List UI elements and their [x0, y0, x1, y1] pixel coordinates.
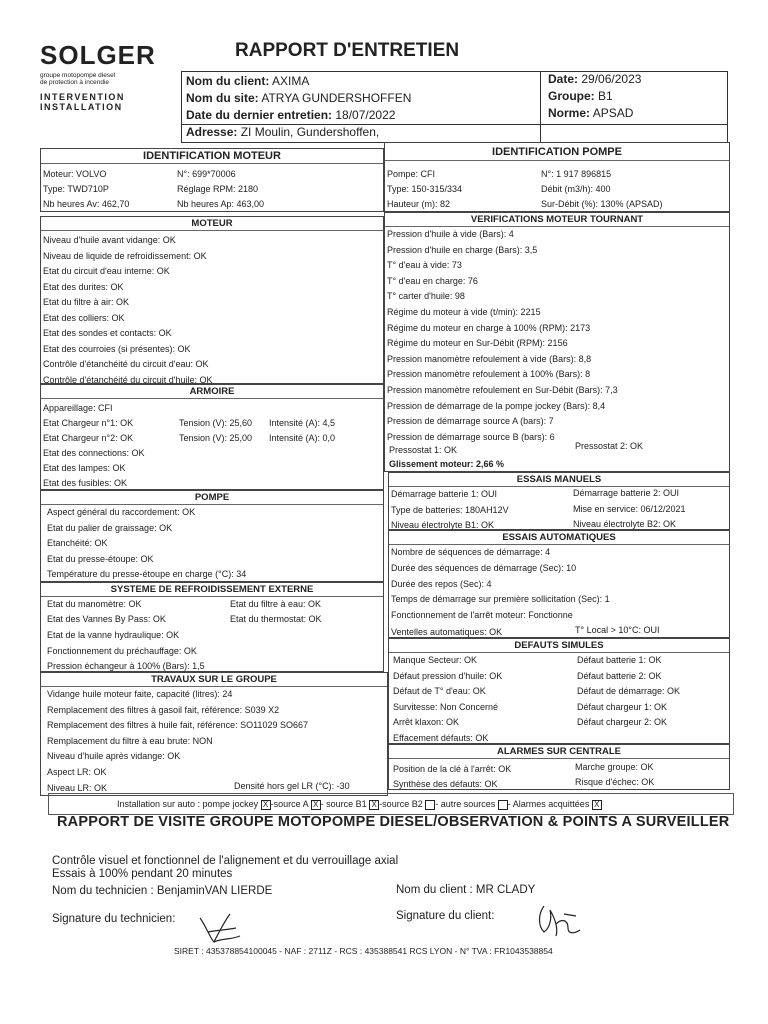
- travaux-item: Remplacement des filtres à gasoil fait, référence: S039 X2: [47, 704, 280, 715]
- company-logo: [40, 42, 160, 112]
- header-box: [181, 71, 728, 143]
- observation-1: Contrôle visuel et fonctionnel de l'alignement et du verrouillage axial: [52, 855, 399, 867]
- logo-tag2: INSTALLATION: [40, 102, 123, 112]
- pompe-item: Température du presse-étoupe en charge (°C): 34: [47, 569, 247, 579]
- lr-density: Densité hors gel LR (°C): -30: [234, 781, 350, 791]
- fault-synthesis: Synthèse des défauts: OK: [393, 779, 498, 789]
- moteur-title: MOTEUR: [41, 217, 383, 231]
- moteur-item: Etat du filtre à air: OK: [43, 297, 130, 307]
- moteur-item: Niveau d'huile avant vidange: OK: [43, 235, 176, 245]
- technician-line: [52, 885, 272, 897]
- auto-item: Temps de démarrage sur première sollicitation (Sec): 1: [391, 594, 610, 605]
- lamps-state: Etat des lampes: OK: [43, 463, 126, 473]
- client-line: [396, 884, 535, 896]
- charger1-voltage: Tension (V): 25,60: [179, 418, 253, 428]
- travaux-item: Niveau d'huile après vidange: OK: [47, 751, 181, 761]
- client-signature-label: Signature du client:: [396, 910, 495, 922]
- preheating-state: Fonctionnement du préchauffage: OK: [47, 646, 197, 656]
- running-checks-section: [384, 212, 730, 472]
- running-checks-title: VERIFICATIONS MOTEUR TOURNANT: [385, 213, 729, 227]
- motor-rpm: Réglage RPM: 2180: [177, 184, 259, 194]
- pump-serial: N°: 1 917 896815: [541, 169, 612, 179]
- technician-label: Nom du technicien :: [52, 885, 154, 897]
- alarms-ack-checkbox[interactable]: X: [592, 800, 602, 810]
- logo-sub2: de protection à incendie: [40, 79, 110, 86]
- client-label: Nom du client:: [186, 74, 270, 88]
- simulated-fault-item: Défaut de T° d'eau: OK: [393, 686, 486, 696]
- logo-name: SOLGER: [40, 40, 156, 70]
- verif-item: Pression manomètre refoulement en Sur-Débit (Bars): 7,3: [387, 385, 618, 395]
- report-title: RAPPORT D'ENTRETIEN: [235, 40, 460, 61]
- manual-tests-title: ESSAIS MANUELS: [389, 473, 729, 487]
- auto-item: Fonctionnement de l'arrêt moteur: Fonctionne: [391, 610, 573, 621]
- travaux-item: Vidange huile moteur faite, capacité (litres): 24: [47, 689, 233, 699]
- moteur-item: Etat des durites: OK: [43, 281, 124, 292]
- auto-item: Durée des repos (Sec): 4: [391, 578, 492, 589]
- fuses-state: Etat des fusibles: OK: [43, 478, 128, 488]
- simulated-fault-item: Survitesse: Non Concerné: [393, 701, 499, 712]
- client-name: MR CLADY: [475, 884, 536, 896]
- address-value: ZI Moulin, Gundershoffen,: [240, 125, 380, 139]
- technician-name: BenjaminVAN LIERDE: [156, 885, 273, 897]
- charger1-state: Etat Chargeur n°1: OK: [43, 418, 134, 428]
- verif-item: Régime du moteur à vide (t/min): 2215: [387, 307, 541, 317]
- visit-report-title: RAPPORT DE VISITE GROUPE MOTOPOMPE DIESEL/OBSERVATION & POINTS A SURVEILLER: [57, 814, 730, 830]
- motor-slip: Glissement moteur: 2,66 %: [389, 459, 505, 469]
- motor-serial: N°: 699*70006: [177, 169, 236, 179]
- room-temperature: T° Local > 10°C: OUI: [575, 625, 660, 635]
- last-service-value: 18/07/2022: [335, 108, 396, 122]
- bypass-valves-state: Etat des Vannes By Pass: OK: [47, 614, 166, 624]
- manual-tests-section: [388, 472, 730, 530]
- installation-text: [117, 799, 602, 810]
- cooling-section: [40, 582, 384, 672]
- pump-height: Hauteur (m): 82: [387, 199, 451, 209]
- simulated-fault-item: Défaut de démarrage: OK: [577, 686, 681, 696]
- charger2-state: Etat Chargeur n°2: OK: [43, 433, 134, 443]
- other-sources-checkbox[interactable]: [498, 800, 508, 810]
- norm-value: APSAD: [592, 106, 634, 120]
- logo-tag1: INTERVENTION: [40, 92, 125, 102]
- verif-item: Pression de démarrage source B (bars): 6: [387, 431, 555, 442]
- auto-item: Nombre de séquences de démarrage: 4: [391, 547, 551, 557]
- address-label: Adresse:: [186, 125, 238, 139]
- simulated-fault-item: Défaut chargeur 2: OK: [577, 717, 668, 727]
- norm-label: Norme:: [548, 106, 591, 120]
- motor-type: Type: TWD710P: [43, 184, 109, 194]
- auto-louvres: Ventelles automatiques: OK: [391, 627, 503, 637]
- exchanger-pressure: Pression échangeur à 100% (Bars): 1,5: [47, 661, 205, 671]
- verif-item: Pression manomètre refoulement à 100% (Bars): 8: [387, 369, 591, 380]
- verif-item: T° d'eau en charge: 76: [387, 275, 478, 286]
- lr-level: Niveau LR: OK: [47, 783, 108, 793]
- motor-brand: Moteur: VOLVO: [43, 169, 107, 179]
- verif-item: Pression de démarrage de la pompe jockey (Bars): 8,4: [387, 400, 606, 411]
- source-a-label: -source A: [270, 799, 309, 809]
- works-title: TRAVAUX SUR LE GROUPE: [41, 673, 387, 687]
- pump-flow: Débit (m3/h): 400: [541, 184, 611, 194]
- thermostat-state: Etat du thermostat: OK: [230, 614, 322, 624]
- moteur-item: Niveau de liquide de refroidissement: OK: [43, 250, 207, 261]
- verif-item: Régime du moteur en charge à 100% (RPM): 2173: [387, 322, 591, 333]
- group-value: B1: [598, 89, 613, 103]
- pompe-item: Etat du palier de graissage: OK: [47, 522, 173, 533]
- simulated-fault-item: Défaut chargeur 1: OK: [577, 701, 668, 712]
- charger2-voltage: Tension (V): 25,00: [179, 433, 253, 443]
- moteur-item: Etat des colliers: OK: [43, 312, 125, 323]
- pompe-title: POMPE: [41, 491, 383, 505]
- connections-state: Etat des connections: OK: [43, 448, 145, 458]
- client-name-label: Nom du client :: [396, 884, 473, 896]
- charger2-current: Intensité (A): 0,0: [269, 433, 336, 443]
- simulated-faults-section: [388, 638, 730, 744]
- alarms-title: ALARMES SUR CENTRALE: [389, 745, 729, 759]
- simulated-faults-title: DEFAUTS SIMULES: [389, 639, 729, 653]
- observation-2: Essais à 100% pendant 20 minutes: [52, 868, 233, 880]
- pompe-item: Etanchéité: OK: [47, 538, 108, 548]
- jockey-checkbox[interactable]: X: [261, 800, 271, 810]
- pressostat-1: Pressostat 1: OK: [389, 445, 458, 455]
- armoire-section: [40, 384, 384, 490]
- simulated-fault-item: Arrêt klaxon: OK: [393, 717, 460, 727]
- auto-tests-title: ESSAIS AUTOMATIQUES: [389, 531, 729, 545]
- client-value: AXIMA: [272, 74, 310, 88]
- travaux-item: Remplacement des filtres à huile fait, référence: SO11029 SO667: [47, 720, 308, 730]
- installation-line: [48, 793, 734, 815]
- last-service-label: Date du dernier entretien:: [186, 108, 333, 122]
- battery2-start: Démarrage batterie 2: OUI: [573, 488, 680, 498]
- simulated-fault-item: Défaut pression d'huile: OK: [393, 670, 503, 681]
- verif-item: Pression de démarrage source A (bars): 7: [387, 416, 554, 427]
- gauge-state: Etat du manomètre: OK: [47, 599, 142, 609]
- moteur-item: Contrôle d'étanchéité du circuit d'huile: OK: [43, 374, 213, 385]
- verif-item: Régime du moteur en Sur-Débit (RPM): 2156: [387, 338, 568, 349]
- site-value: ATRYA GUNDERSHOFFEN: [261, 91, 412, 105]
- hydraulic-valve-state: Etat de la vanne hydraulique: OK: [47, 630, 180, 640]
- group-running: Marche groupe: OK: [575, 762, 654, 772]
- alarms-ack-label: - Alarmes acquittées: [507, 799, 590, 809]
- moteur-item: Contrôle d'étanchéité du circuit d'eau: OK: [43, 359, 209, 369]
- pump-overflow: Sur-Débit (%): 130% (APSAD): [541, 199, 663, 209]
- pompe-section: [40, 490, 384, 582]
- pompe-item: Etat du presse-étoupe: OK: [47, 553, 154, 564]
- date-label: Date:: [548, 72, 579, 86]
- failure-risk: Risque d'échec: OK: [575, 777, 655, 787]
- observations: [52, 855, 398, 881]
- pressostat-2: Pressostat 2: OK: [575, 441, 644, 451]
- verif-item: Pression d'huile à vide (Bars): 4: [387, 229, 514, 239]
- battery-type: Type de batteries: 180AH12V: [391, 505, 509, 515]
- simulated-fault-item: Défaut batterie 2: OK: [577, 670, 662, 681]
- verif-item: Pression d'huile en charge (Bars): 3,5: [387, 244, 538, 255]
- electrolyte-b1: Niveau électrolyte B1: OK: [391, 520, 495, 530]
- works-section: [40, 672, 388, 796]
- pump-brand: Pompe: CFI: [387, 169, 436, 179]
- charger1-current: Intensité (A): 4,5: [269, 418, 336, 428]
- travaux-item: Aspect LR: OK: [47, 766, 107, 777]
- verif-item: T° carter d'huile: 98: [387, 291, 465, 302]
- cooling-title: SYSTEME DE REFROIDISSEMENT EXTERNE: [41, 583, 383, 597]
- hours-after: Nb heures Ap: 463,00: [177, 199, 265, 209]
- legal-footer: SIRET : 435378854100045 - NAF : 2711Z - RCS : 435388541 RCS LYON - N° TVA : FR1043538854: [174, 946, 553, 956]
- source-b2-checkbox[interactable]: [425, 800, 435, 810]
- hours-before: Nb heures Av: 462,70: [43, 199, 130, 209]
- pump-id-section: [384, 142, 730, 212]
- moteur-item: Etat du circuit d'eau interne: OK: [43, 266, 170, 276]
- simulated-fault-item: Défaut batterie 1: OK: [577, 655, 662, 665]
- moteur-section: [40, 216, 384, 384]
- motor-id-title: IDENTIFICATION MOTEUR: [41, 149, 383, 164]
- client-signature: [534, 900, 584, 940]
- moteur-item: Etat des sondes et contacts: OK: [43, 328, 172, 338]
- simulated-fault-item: Manque Secteur: OK: [393, 655, 478, 665]
- verif-item: Pression manomètre refoulement à vide (Bars): 8,8: [387, 353, 592, 364]
- installation-label: Installation sur auto : pompe jockey: [117, 799, 259, 809]
- armoire-title: ARMOIRE: [41, 385, 383, 399]
- pump-id-title: IDENTIFICATION POMPE: [385, 143, 729, 161]
- commissioning-date: Mise en service: 06/12/2021: [573, 504, 686, 514]
- pompe-item: Aspect général du raccordement: OK: [47, 507, 196, 517]
- auto-tests-section: [388, 530, 730, 638]
- alarms-section: [388, 744, 730, 790]
- source-b2-label: -source B2: [379, 799, 423, 809]
- pump-type: Type: 150-315/334: [387, 184, 463, 194]
- moteur-item: Etat des courroies (si présentes): OK: [43, 343, 191, 354]
- travaux-item: Remplacement du filtre à eau brute: NON: [47, 735, 213, 746]
- battery1-start: Démarrage batterie 1: OUI: [391, 489, 498, 499]
- technician-signature-label: Signature du technicien:: [52, 913, 176, 925]
- verif-item: T° d'eau à vide: 73: [387, 260, 462, 271]
- group-label: Groupe:: [548, 89, 595, 103]
- date-value: 29/06/2023: [581, 72, 642, 86]
- source-a-checkbox[interactable]: X: [311, 800, 321, 810]
- key-position: Position de la clé à l'arrêt: OK: [393, 764, 512, 774]
- simulated-fault-item: Effacement défauts: OK: [393, 732, 489, 743]
- armoire-appareillage: Appareillage: CFI: [43, 403, 113, 413]
- logo-sub1: groupe motopompe diesel: [40, 72, 116, 79]
- other-sources-label: - autre sources: [435, 799, 496, 809]
- source-b1-checkbox[interactable]: X: [369, 800, 379, 810]
- motor-id-section: [40, 148, 384, 212]
- water-filter-state: Etat du filtre à eau: OK: [230, 599, 322, 609]
- electrolyte-b2: Niveau électrolyte B2: OK: [573, 519, 677, 529]
- site-label: Nom du site:: [186, 91, 259, 105]
- technician-signature: [196, 908, 246, 948]
- auto-item: Durée des séquences de démarrage (Sec): 10: [391, 562, 577, 573]
- source-b1-label: - source B1: [320, 799, 367, 809]
